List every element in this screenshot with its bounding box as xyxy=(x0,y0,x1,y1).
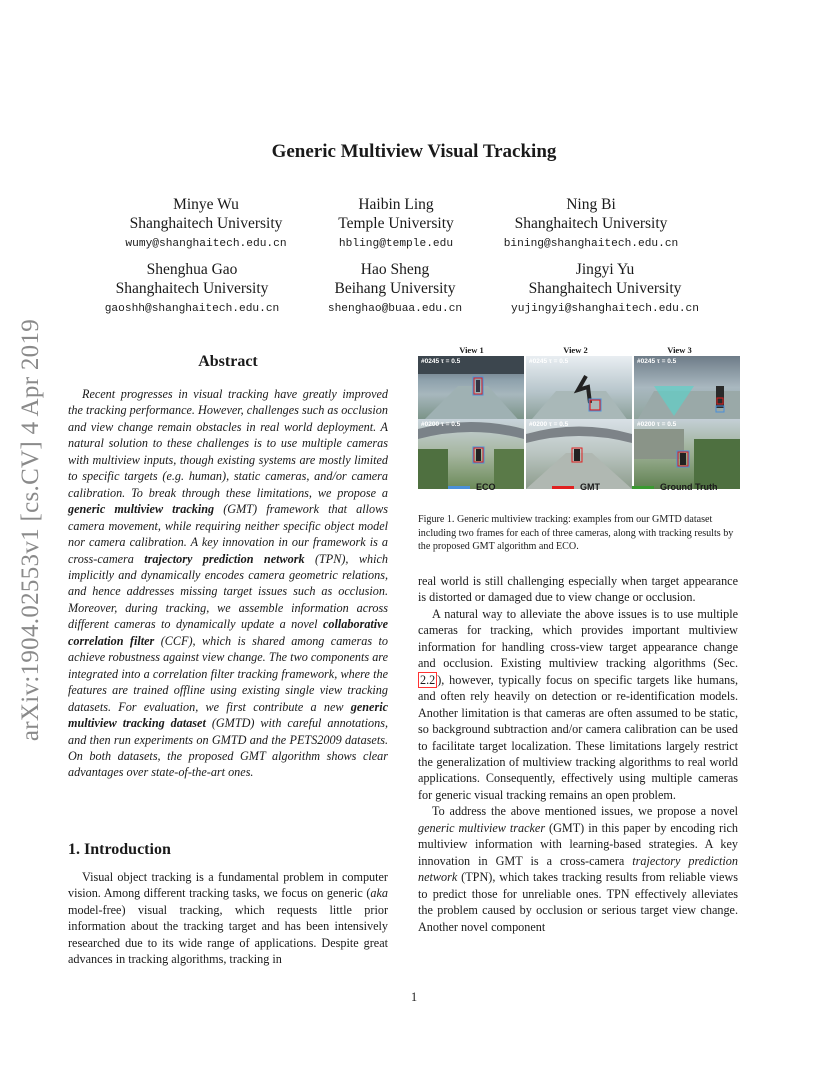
abstract-heading: Abstract xyxy=(198,353,258,370)
author-name: Hao Sheng xyxy=(360,261,430,278)
frame-scene-icon xyxy=(634,356,740,426)
frame-tag: #0245 τ = 0.5 xyxy=(421,358,461,365)
author-name: Ning Bi xyxy=(566,196,616,213)
section-reference-link[interactable]: 2.2 xyxy=(420,672,436,687)
author-name: Haibin Ling xyxy=(358,196,434,213)
view-label: View 1 xyxy=(459,345,484,355)
abstract-body: Recent progresses in visual tracking have greatly improved the tracking performance. However, challenges such as occlusion and view change remain obstacles in real world deployment. A natural solution to these challenges is to use multiple cameras with multiview inputs, though existing systems are mostly limited to specific targets (e.g. human), static cameras, and/or camera calibration. To break through these limitations, we propose a generic multiview tracking (GMT) framework that allows camera movement, while requiring neither specific object model nor camera calibration. A key innovation in our framework is a cross-camera trajectory prediction network (TPN), which implicitly and dynamically encodes camera geometric relations, and hence addresses missing target issues such as occlusion. Moreover, during tracking, we assemble information across different cameras to dynamically update a novel collaborative correlation filter (CCF), which is shared among cameras to achieve robustness against view change. The two components are integrated into a correlation filter tracking framework, where the features are trained offline using existing single view tracking datasets. For evaluation, we first contribute a new generic multiview tracking dataset (GMTD) with careful annotations, and then run experiments on GMTD and the PETS2009 datasets. On both datasets, the proposed GMT algorithm shows clear advantages over state-of-the-art ones. xyxy=(68,387,388,780)
author-email[interactable]: yujingyi@shanghaitech.edu.cn xyxy=(511,303,699,315)
author-affiliation: Temple University xyxy=(338,215,454,232)
author-affiliation: Beihang University xyxy=(334,280,456,297)
tracking-frame xyxy=(418,356,524,426)
frame-tag: #0200 τ = 0.5 xyxy=(421,421,461,428)
author-affiliation: Shanghaitech University xyxy=(129,215,283,232)
frame-scene-icon xyxy=(526,419,632,489)
author-name: Minye Wu xyxy=(173,196,239,213)
frame-tag: #0245 τ = 0.5 xyxy=(637,358,677,365)
legend-label: ECO xyxy=(476,482,496,492)
introduction-body-right: real world is still challenging especially when target appearance is distorted or damaged due to view change or occlusion. A natural way to alleviate the above issues is to use multiple cameras for tracking, which provides important multiview information for handling cross-view target appearance change and occlusion. Existing multiview tracking algorithms (Sec. 2.2 ), however, typically focus on specific targets like humans, and often rely heavily on detection or re-identification models. Another limitation is that cameras are often assumed to be static, so background subtraction and/or camera calibration can be used to facilitate target localization. These limitations largely restrict the generalization of multiview tracking algorithms to real world applications. Consequently, effectively using multiple cameras for generic visual tracking remains an open problem. To address the above mentioned issues, we propose a novel generic multiview tracker (GMT) in this paper by encoding rich multiview information with learning-based strategies. A key innovation in GMT is a cross-camera trajectory prediction network (TPN), which takes tracking results from reliable views to predict those for unreliable ones. TPN effectively alleviates the problem caused by occlusion or serious target view change. Another novel component xyxy=(418,574,738,934)
view-label: View 2 xyxy=(563,345,588,355)
author-affiliation: Shanghaitech University xyxy=(115,280,269,297)
author-block xyxy=(485,260,725,320)
introduction-heading: 1. Introduction xyxy=(68,841,171,858)
author-name: Jingyi Yu xyxy=(575,261,635,278)
frame-tag: #0200 τ = 0.5 xyxy=(529,421,569,428)
view-label: View 3 xyxy=(667,345,692,355)
legend-label: Ground Truth xyxy=(660,482,718,492)
legend-swatch xyxy=(448,486,470,489)
author-email[interactable]: shenghao@buaa.edu.cn xyxy=(327,303,463,315)
tracking-frame xyxy=(634,419,740,489)
author-email[interactable]: hbling@temple.edu xyxy=(338,238,454,250)
frame-scene-icon xyxy=(418,356,524,426)
author-affiliation: Shanghaitech University xyxy=(528,280,682,297)
author-email[interactable]: gaoshh@shanghaitech.edu.cn xyxy=(104,303,280,315)
legend-item-eco xyxy=(448,482,496,492)
author-block xyxy=(275,260,515,320)
tracking-frame xyxy=(526,419,632,489)
author-affiliation: Shanghaitech University xyxy=(514,215,668,232)
frame-scene-icon xyxy=(526,356,632,426)
author-block xyxy=(471,195,711,255)
tracking-frame xyxy=(634,356,740,426)
frame-tag: #0245 τ = 0.5 xyxy=(529,358,569,365)
author-email[interactable]: bining@shanghaitech.edu.cn xyxy=(503,238,679,250)
legend-swatch xyxy=(632,486,654,489)
arxiv-identifier: arXiv:1904.02553v1 [cs.CV] 4 Apr 2019 xyxy=(17,318,44,742)
paper-title: Generic Multiview Visual Tracking xyxy=(271,141,557,162)
frame-tag: #0200 τ = 0.5 xyxy=(637,421,677,428)
introduction-body-left: Visual object tracking is a fundamental problem in computer vision. Among different tracking tasks, we focus on generic (aka model-free) visual tracking, which requests little prior information about the tracking target and has been intensively researched due to its wide range of applications. Despite great advances in tracking algorithms, tracking in xyxy=(68,870,388,967)
arxiv-sidebar xyxy=(6,290,56,770)
figure-1 xyxy=(418,345,740,500)
legend-label: GMT xyxy=(580,482,600,492)
frame-scene-icon xyxy=(418,419,524,489)
tracking-frame xyxy=(526,356,632,426)
legend-swatch xyxy=(552,486,574,489)
page-number: 1 xyxy=(410,990,418,1004)
legend-item-gmt xyxy=(552,482,600,492)
tracking-frame xyxy=(418,419,524,489)
figure-caption: Figure 1. Generic multiview tracking: examples from our GMTD dataset including two frames for each of three cameras, along with tracking results by the proposed GMT algorithm and ECO. xyxy=(418,514,734,553)
author-name: Shenghua Gao xyxy=(146,261,238,278)
legend-item-ground-truth xyxy=(632,482,718,492)
frame-scene-icon xyxy=(634,419,740,489)
author-email[interactable]: wumy@shanghaitech.edu.cn xyxy=(125,238,287,250)
